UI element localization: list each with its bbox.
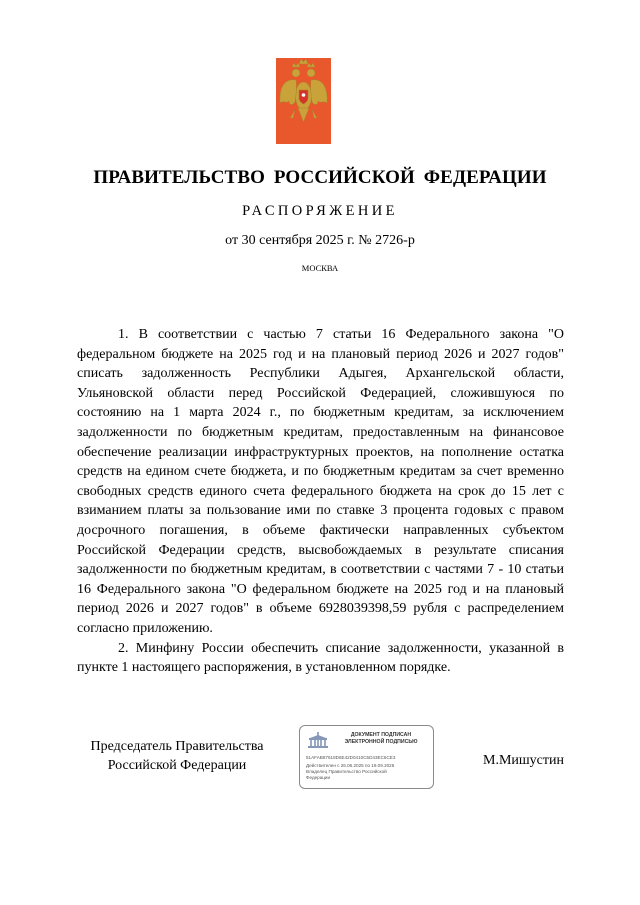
government-building-icon — [306, 732, 330, 749]
signer-position-line-2: Российской Федерации — [107, 758, 247, 773]
stamp-heading-line-1: ДОКУМЕНТ ПОДПИСАН — [350, 732, 412, 738]
signer-position — [77, 737, 277, 775]
signer-name: М.Мишустин — [483, 753, 564, 768]
document-city: МОСКВА — [301, 263, 339, 273]
signer-position-line-1: Председатель Правительства — [90, 739, 264, 754]
stamp-owner-line-1: Владелец Правительство Российской — [306, 769, 387, 774]
electronic-signature-stamp — [299, 725, 434, 789]
stamp-heading-line-2: ЭЛЕКТРОННОЙ ПОДПИСЬЮ — [344, 738, 418, 745]
document-type: РАСПОРЯЖЕНИЕ — [242, 203, 398, 219]
coat-of-arms-icon — [276, 58, 331, 144]
paragraph-1: 1. В соответствии с частью 7 статьи 16 Федерального закона "О федеральном бюджете на 2025 год и на плановый период 2026 и 2027 годов" списать задолженность Республики Адыгея, Архангельской области, Ульяновской области перед Российской Федерацией, сложившуюся по состоянию на 1 марта 2024 г., по бюджетным кредитам, за исключением задолженности по бюджетным кредитам, предоставленным на финансовое обеспечение реализации инфраструктурных проектов, на пополнение остатка средств на едином счете бюджета, и по бюджетным кредитам за счет временно свободных средств единого счета федерального бюджета на срок до 15 лет с взиманием платы за пользование ими по ставке 3 процента годовых с правом досрочного погашения, в объеме фактически направленных субъектом Российской Федерации средств, высвобождаемых в результате списания задолженности по бюджетным кредитам, в соответствии с частями 7 - 10 статьи 16 Федерального закона "О федеральном бюджете на 2025 год и на плановый период 2026 и 2027 годов" в объеме 6928039398,59 рубля с распределением согласно приложению. — [77, 327, 564, 636]
paragraph-2: 2. Минфину России обеспечить списание задолженности, указанной в пункте 1 настоящего распоряжения, в установленном порядке. — [77, 640, 564, 676]
stamp-owner-line-2: Федерации — [306, 775, 331, 780]
government-title: ПРАВИТЕЛЬСТВО РОССИЙСКОЙ ФЕДЕРАЦИИ — [93, 167, 547, 188]
document-body — [77, 325, 564, 678]
document-date-number: от 30 сентября 2025 г. № 2726-р — [225, 233, 415, 248]
stamp-validity: Действителен с 26.06.2025 по 19.09.2026 — [306, 763, 395, 768]
stamp-certificate: 51AFAB87618D6E42D0410C5D43EC6CE3 — [306, 755, 396, 760]
stamp-heading — [332, 732, 430, 745]
